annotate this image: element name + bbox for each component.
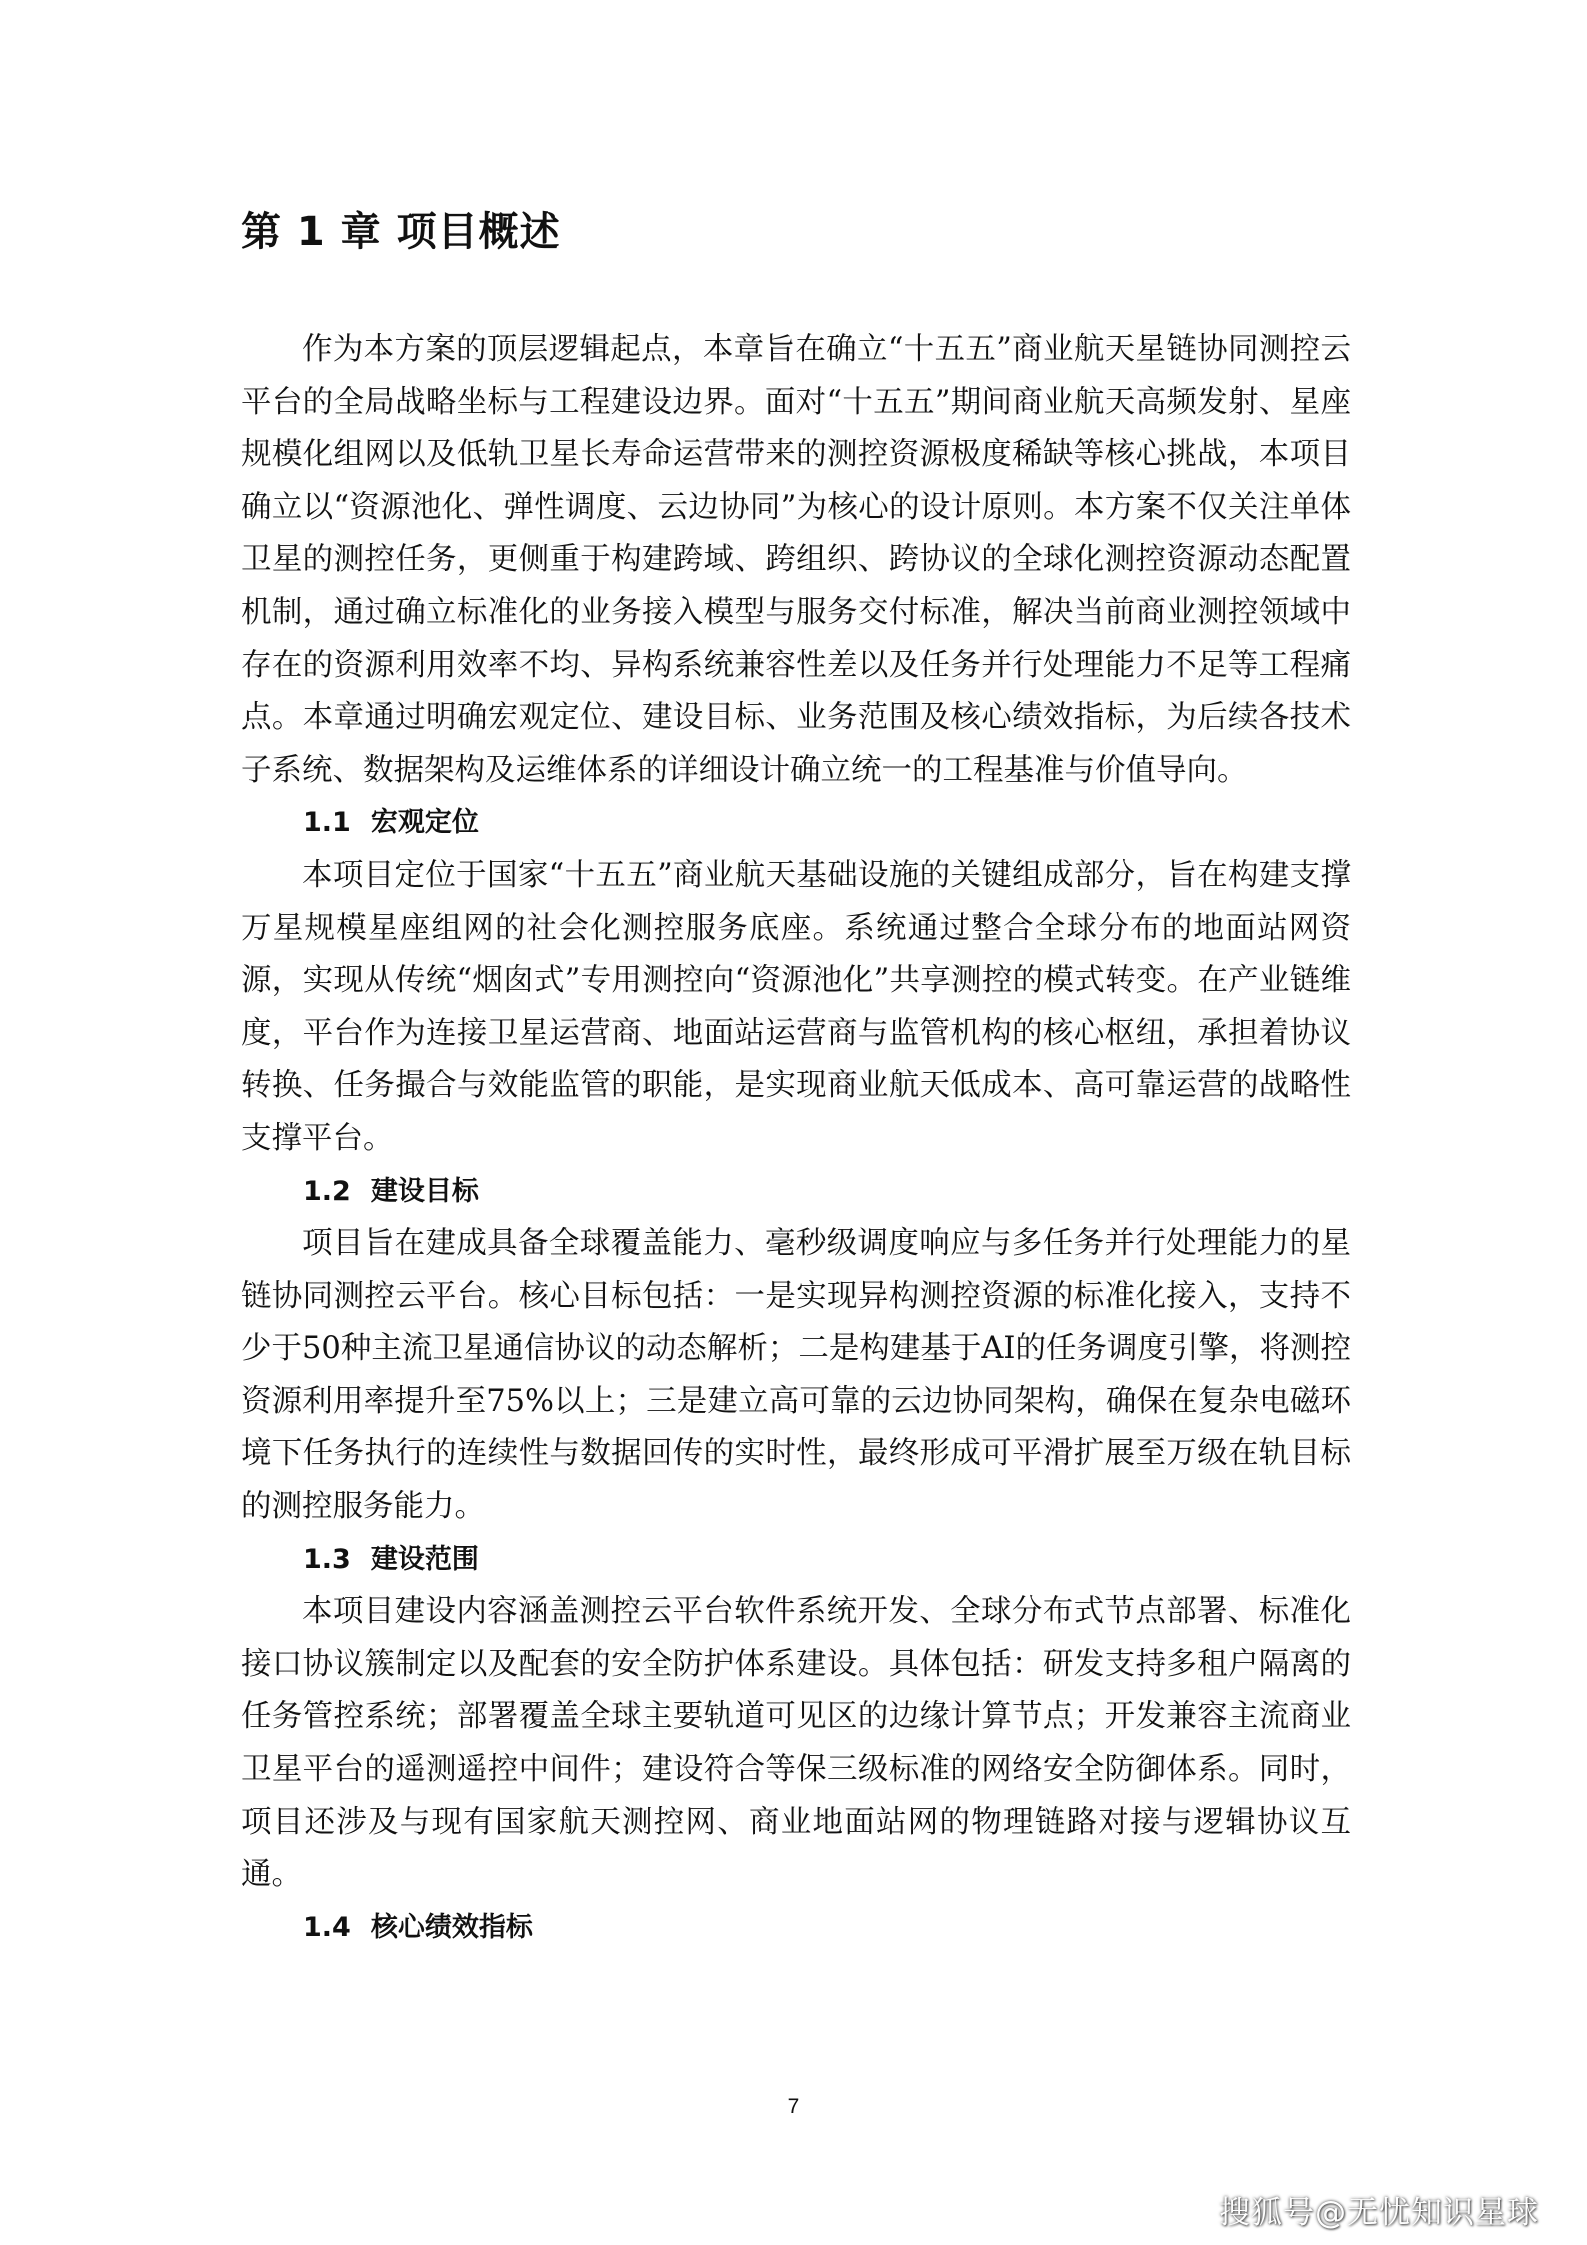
page-number: 7 [787, 2095, 800, 2118]
section-heading-1-3 [241, 1534, 1351, 1587]
section-title: 建设目标 [370, 1175, 479, 1207]
section-heading-1-4 [241, 1902, 1351, 1955]
section-paragraph-1-3: 本项目建设内容涵盖测控云平台软件系统开发、全球分布式节点部署、标准化接口协议簇制定以及配套的安全防护体系建设。具体包括：研发支持多租户隔离的任务管控系统；部署覆盖全球主要轨道可见区的边缘计算节点；开发兼容主流商业卫星平台的遥测遥控中间件；建设符合等保三级标准的网络安全防御体系。同时，项目还涉及与现有国家航天测控网、商业地面站网的物理链路对接与逻辑协议互通。 [241, 1594, 1351, 1893]
section-number: 1.2 [303, 1175, 351, 1207]
watermark-text: 搜狐号@无忧知识星球 [1219, 2195, 1539, 2231]
section-number: 1.4 [303, 1911, 351, 1943]
page-content [241, 200, 1351, 1954]
section-number: 1.1 [303, 807, 351, 839]
section-title: 核心绩效指标 [370, 1911, 533, 1943]
section-heading-1-1 [241, 797, 1351, 850]
section-number: 1.3 [303, 1543, 351, 1575]
intro-paragraph: 作为本方案的顶层逻辑起点，本章旨在确立“十五五”商业航天星链协同测控云平台的全局战略坐标与工程建设边界。面对“十五五”期间商业航天高频发射、星座规模化组网以及低轨卫星长寿命运营带来的测控资源极度稀缺等核心挑战，本项目确立以“资源池化、弹性调度、云边协同”为核心的设计原则。本方案不仅关注单体卫星的测控任务，更侧重于构建跨域、跨组织、跨协议的全球化测控资源动态配置机制，通过确立标准化的业务接入模型与服务交付标准，解决当前商业测控领域中存在的资源利用效率不均、异构系统兼容性差以及任务并行处理能力不足等工程痛点。本章通过明确宏观定位、建设目标、业务范围及核心绩效指标，为后续各技术子系统、数据架构及运维体系的详细设计确立统一的工程基准与价值导向。 [241, 332, 1351, 788]
section-paragraph-1-1: 本项目定位于国家“十五五”商业航天基础设施的关键组成部分，旨在构建支撑万星规模星座组网的社会化测控服务底座。系统通过整合全球分布的地面站网资源，实现从传统“烟囱式”专用测控向“资源池化”共享测控的模式转变。在产业链维度，平台作为连接卫星运营商、地面站运营商与监管机构的核心枢纽，承担着协议转换、任务撮合与效能监管的职能，是实现商业航天低成本、高可靠运营的战略性支撑平台。 [241, 857, 1351, 1156]
section-paragraph-1-2: 项目旨在建成具备全球覆盖能力、毫秒级调度响应与多任务并行处理能力的星链协同测控云平台。核心目标包括：一是实现异构测控资源的标准化接入，支持不少于50种主流卫星通信协议的动态解析；二是构建基于AI的任务调度引擎，将测控资源利用率提升至75%以上；三是建立高可靠的云边协同架构，确保在复杂电磁环境下任务执行的连续性与数据回传的实时性，最终形成可平滑扩展至万级在轨目标的测控服务能力。 [241, 1226, 1351, 1525]
section-title: 宏观定位 [370, 807, 479, 839]
section-title: 建设范围 [370, 1543, 479, 1575]
chapter-title: 第 1 章 项目概述 [241, 209, 561, 255]
section-heading-1-2 [241, 1166, 1351, 1219]
